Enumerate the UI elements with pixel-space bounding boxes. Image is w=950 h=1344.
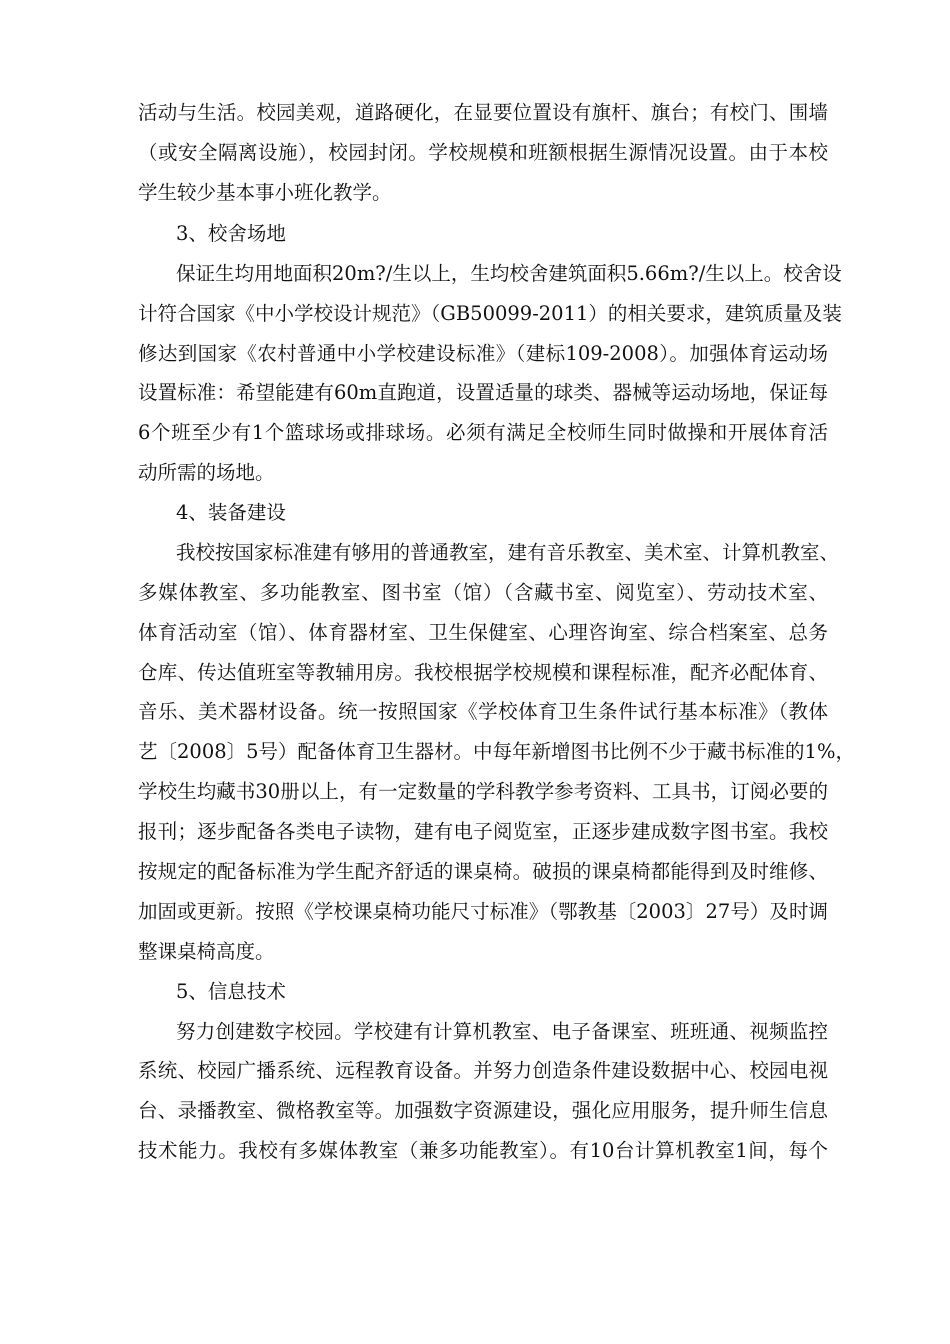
text-line: 修达到国家《农村普通中小学校建设标准》（建标109-2008）。加强体育运动场 [138,342,828,365]
text-line: 仓库、传达值班室等教辅用房。我校根据学校规模和课程标准，配齐必配体育、 [138,661,828,684]
text-line: 多媒体教室、多功能教室、图书室（馆）（含藏书室、阅览室）、劳动技术室、 [138,581,828,604]
text-line: 保证生均用地面积20m?/生以上，生均校舍建筑面积5.66m?/生以上。校舍设 [176,262,842,285]
text-line: 6个班至少有1个篮球场或排球场。必须有满足全校师生同时做操和开展体育活 [138,421,828,444]
section-heading: 4、装备建设 [176,501,286,524]
text-line: 台、录播教室、微格教室等。加强数字资源建设，强化应用服务，提升师生信息 [138,1099,828,1122]
text-line: 按规定的配备标准为学生配齐舒适的课桌椅。破损的课桌椅都能得到及时维修、 [138,860,828,883]
text-line: 体育活动室（馆）、体育器材室、卫生保健室、心理咨询室、综合档案室、总务 [138,621,828,644]
text-line: 计符合国家《中小学校设计规范》（GB50099-2011）的相关要求，建筑质量及装 [138,302,842,325]
text-line: 努力创建数字校园。学校建有计算机教室、电子备课室、班班通、视频监控 [176,1020,828,1043]
text-line: 学生较少基本事小班化教学。 [138,181,392,204]
text-line: 加固或更新。按照《学校课桌椅功能尺寸标准》（鄂教基〔2003〕27号）及时调 [138,900,828,923]
text-line: 整课桌椅高度。 [138,940,275,963]
text-line: 技术能力。我校有多媒体教室（兼多功能教室）。有10台计算机教室1间，每个 [138,1139,828,1162]
text-line: 学校生均藏书30册以上，有一定数量的学科教学参考资料、工具书，订阅必要的 [138,780,828,803]
text-line: 设置标准：希望能建有60m直跑道，设置适量的球类、器械等运动场地，保证每 [138,381,828,404]
section-heading: 5、信息技术 [176,980,286,1003]
text-line: 音乐、美术器材设备。统一按照国家《学校体育卫生条件试行基本标准》（教体 [138,700,828,723]
section-heading: 3、校舍场地 [176,222,286,245]
text-line: 艺〔2008〕5号）配备体育卫生器材。中每年新增图书比例不少于藏书标准的1%， [138,740,855,763]
text-line: 我校按国家标准建有够用的普通教室，建有音乐教室、美术室、计算机教室、 [176,541,840,564]
text-line: （或安全隔离设施），校园封闭。学校规模和班额根据生源情况设置。由于本校 [138,141,828,164]
text-line: 活动与生活。校园美观，道路硬化，在显要位置设有旗杆、旗台；有校门、围墙 [138,101,828,124]
text-line: 系统、校园广播系统、远程教育设备。并努力创造条件建设数据中心、校园电视 [138,1059,828,1082]
text-line: 报刊；逐步配备各类电子读物，建有电子阅览室，正逐步建成数字图书室。我校 [138,820,828,843]
text-line: 动所需的场地。 [138,461,275,484]
